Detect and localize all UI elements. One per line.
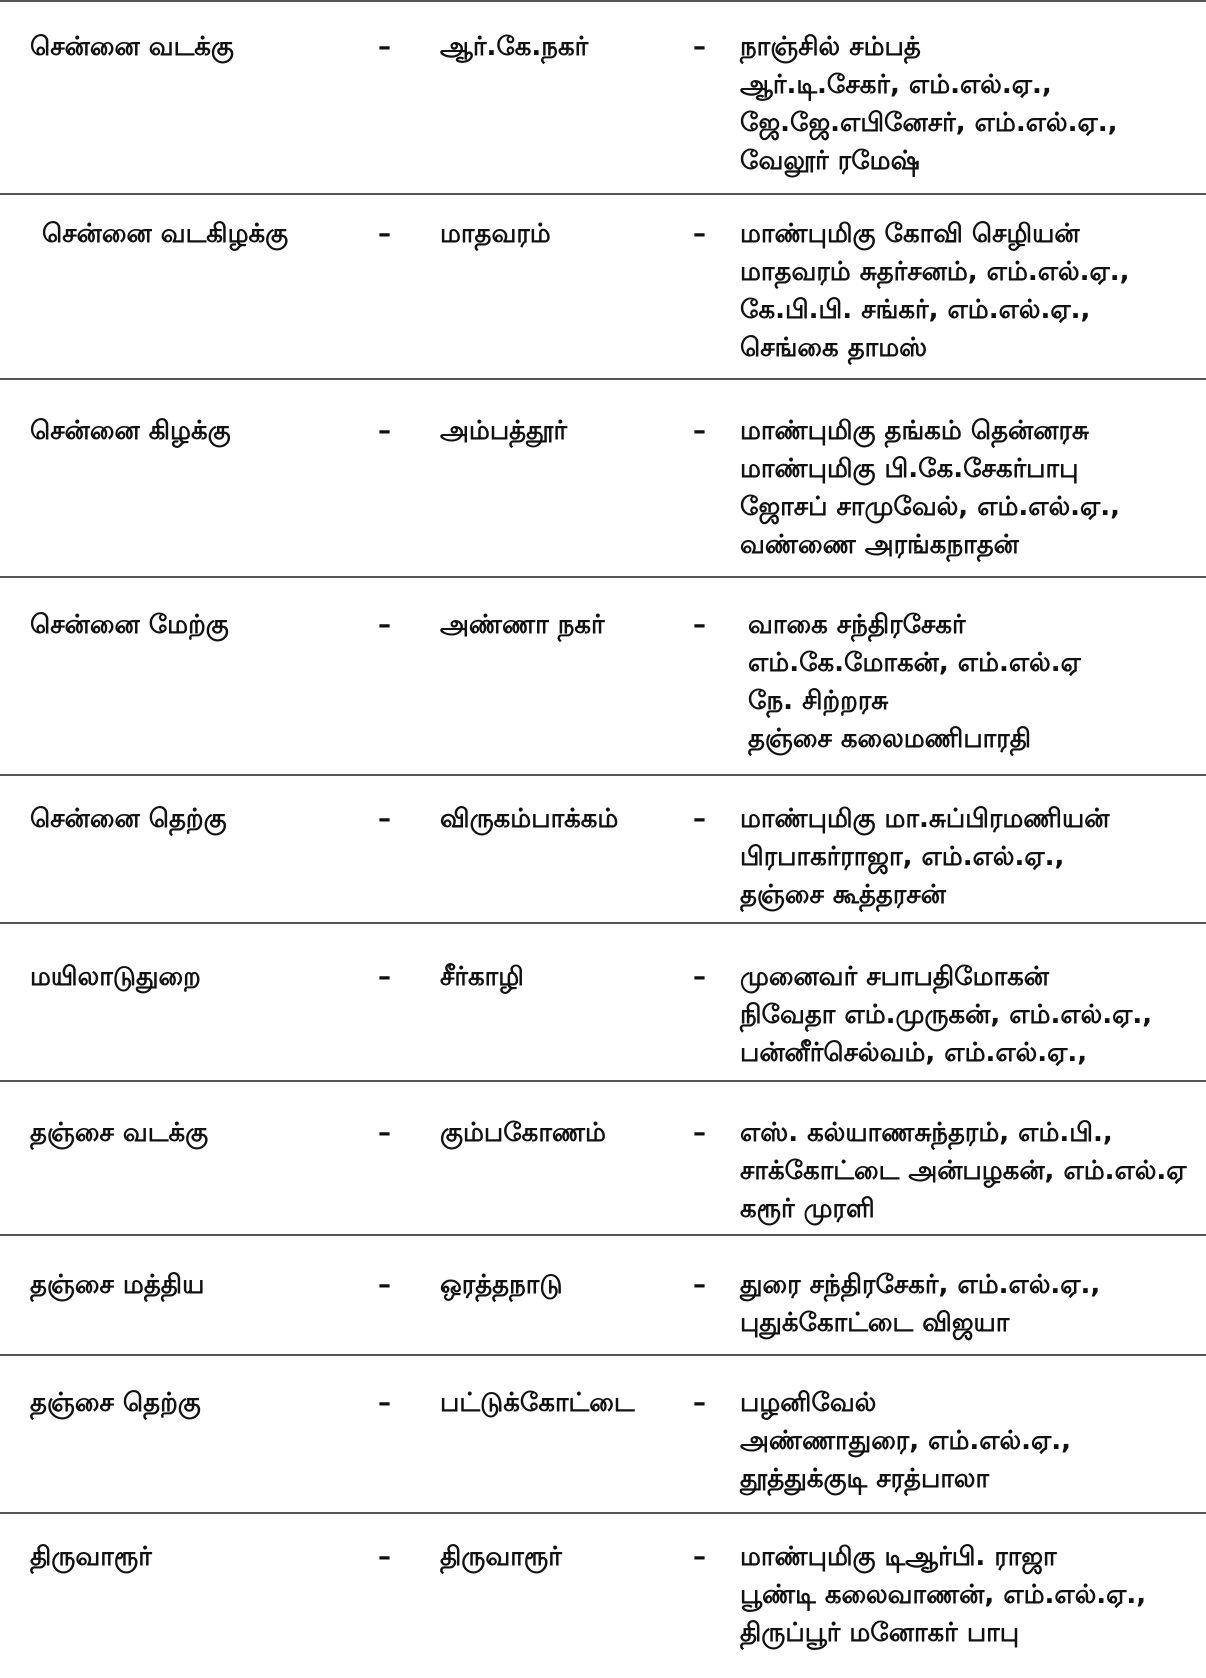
member-name: செங்கை தாமஸ் — [740, 333, 928, 363]
member-names — [740, 1266, 1100, 1342]
member-name: தஞ்சை கூத்தரசன் — [740, 880, 946, 910]
table-row — [0, 1514, 1206, 1678]
member-name: திருப்பூர் மனோகர் பாபு — [740, 1618, 1020, 1648]
member-names — [740, 800, 1109, 914]
member-name: மாண்புமிகு கோவி செழியன் — [740, 219, 1080, 249]
member-name: பழனிவேல் — [740, 1388, 877, 1418]
member-name: நிவேதா எம்.முருகன், எம்.எல்.ஏ., — [740, 1000, 1153, 1030]
table-row — [0, 1356, 1206, 1514]
member-name: அண்ணாதுரை, எம்.எல்.ஏ., — [740, 1426, 1071, 1456]
table-row — [0, 924, 1206, 1082]
separator-dash: – — [693, 610, 706, 640]
table-row — [0, 1082, 1206, 1236]
member-name: வண்ணை அரங்கநாதன் — [740, 530, 1019, 560]
member-name: நே. சிற்றரசு — [748, 686, 889, 716]
table-row — [0, 380, 1206, 578]
member-name: கே.பி.பி. சங்கர், எம்.எல்.ஏ., — [740, 295, 1091, 325]
constituency-name: மாதவரம் — [440, 219, 551, 249]
member-name: பிரபாகர்ராஜா, எம்.எல்.ஏ., — [740, 842, 1065, 872]
table-row — [0, 0, 1206, 195]
table-row — [0, 1236, 1206, 1356]
member-name: வாகை சந்திரசேகர் — [748, 610, 966, 640]
member-names — [740, 412, 1120, 564]
member-name: நாஞ்சில் சம்பத் — [740, 32, 921, 62]
district-name: தஞ்சை தெற்கு — [30, 1388, 201, 1418]
member-name: பூண்டி கலைவாணன், எம்.எல்.ஏ., — [740, 1580, 1147, 1610]
constituency-name: ஒரத்தநாடு — [440, 1270, 563, 1300]
member-name: தஞ்சை கலைமணிபாரதி — [748, 724, 1031, 754]
separator-dash: – — [693, 1542, 706, 1572]
table-row — [0, 578, 1206, 776]
constituency-name: அண்ணா நகர் — [440, 610, 605, 640]
member-names — [740, 28, 1117, 180]
member-name: துரை சந்திரசேகர், எம்.எல்.ஏ., — [740, 1270, 1101, 1300]
separator-dash: – — [693, 219, 706, 249]
constituency-name: ஆர்.கே.நகர் — [440, 32, 589, 62]
member-name: சாக்கோட்டை அன்பழகன், எம்.எல்.ஏ — [740, 1156, 1187, 1186]
separator-dash: – — [378, 1118, 391, 1148]
member-name: ஆர்.டி.சேகர், எம்.எல்.ஏ., — [740, 70, 1052, 100]
member-name: மாண்புமிகு தங்கம் தென்னரசு — [740, 416, 1089, 446]
member-name: மாண்புமிகு டிஆர்பி. ராஜா — [740, 1542, 1057, 1572]
separator-dash: – — [378, 1270, 391, 1300]
separator-dash: – — [378, 32, 391, 62]
member-name: எம்.கே.மோகன், எம்.எல்.ஏ — [748, 648, 1081, 678]
table-row — [0, 195, 1206, 380]
member-names — [740, 215, 1130, 367]
district-name: சென்னை வடகிழக்கு — [42, 219, 289, 249]
member-name: ஜோசப் சாமுவேல், எம்.எல்.ஏ., — [740, 492, 1121, 522]
constituency-name: விருகம்பாக்கம் — [440, 804, 619, 834]
separator-dash: – — [378, 1542, 391, 1572]
member-name: முனைவர் சபாபதிமோகன் — [740, 962, 1049, 992]
separator-dash: – — [693, 1118, 706, 1148]
member-name: தூத்துக்குடி சரத்பாலா — [740, 1464, 990, 1494]
separator-dash: – — [693, 804, 706, 834]
member-names — [740, 958, 1152, 1072]
member-name: ஜே.ஜே.எபினேசர், எம்.எல்.ஏ., — [740, 108, 1118, 138]
separator-dash: – — [693, 1270, 706, 1300]
member-names — [740, 1538, 1146, 1652]
member-name: மாண்புமிகு பி.கே.சேகர்பாபு — [740, 454, 1079, 484]
separator-dash: – — [378, 962, 391, 992]
separator-dash: – — [693, 1388, 706, 1418]
separator-dash: – — [693, 416, 706, 446]
separator-dash: – — [378, 1388, 391, 1418]
district-name: தஞ்சை மத்திய — [30, 1270, 205, 1300]
district-name: சென்னை வடக்கு — [30, 32, 234, 62]
constituency-name: திருவாரூர் — [440, 1542, 562, 1572]
district-name: சென்னை தெற்கு — [30, 804, 227, 834]
district-name: தஞ்சை வடக்கு — [30, 1118, 209, 1148]
member-name: மாதவரம் சுதர்சனம், எம்.எல்.ஏ., — [740, 257, 1130, 287]
constituency-name: சீர்காழி — [440, 962, 524, 992]
separator-dash: – — [378, 219, 391, 249]
constituency-name: கும்பகோணம் — [440, 1118, 606, 1148]
separator-dash: – — [693, 962, 706, 992]
constituency-name: அம்பத்தூர் — [440, 416, 568, 446]
district-name: திருவாரூர் — [30, 1542, 152, 1572]
constituency-name: பட்டுக்கோட்டை — [440, 1388, 635, 1418]
district-name: மயிலாடுதுறை — [30, 962, 201, 992]
member-names — [748, 606, 1081, 758]
separator-dash: – — [693, 32, 706, 62]
district-name: சென்னை மேற்கு — [30, 610, 229, 640]
member-name: கரூர் முரளி — [740, 1194, 875, 1224]
member-names — [740, 1384, 1071, 1498]
member-names — [740, 1114, 1187, 1228]
separator-dash: – — [378, 416, 391, 446]
member-name: புதுக்கோட்டை விஜயா — [740, 1308, 1010, 1338]
member-name: பன்னீர்செல்வம், எம்.எல்.ஏ., — [740, 1038, 1088, 1068]
separator-dash: – — [378, 610, 391, 640]
table-row — [0, 776, 1206, 924]
member-name: மாண்புமிகு மா.சுப்பிரமணியன் — [740, 804, 1110, 834]
member-name: வேலூர் ரமேஷ் — [740, 146, 920, 176]
district-name: சென்னை கிழக்கு — [30, 416, 231, 446]
separator-dash: – — [378, 804, 391, 834]
member-name: எஸ். கல்யாணசுந்தரம், எம்.பி., — [740, 1118, 1113, 1148]
